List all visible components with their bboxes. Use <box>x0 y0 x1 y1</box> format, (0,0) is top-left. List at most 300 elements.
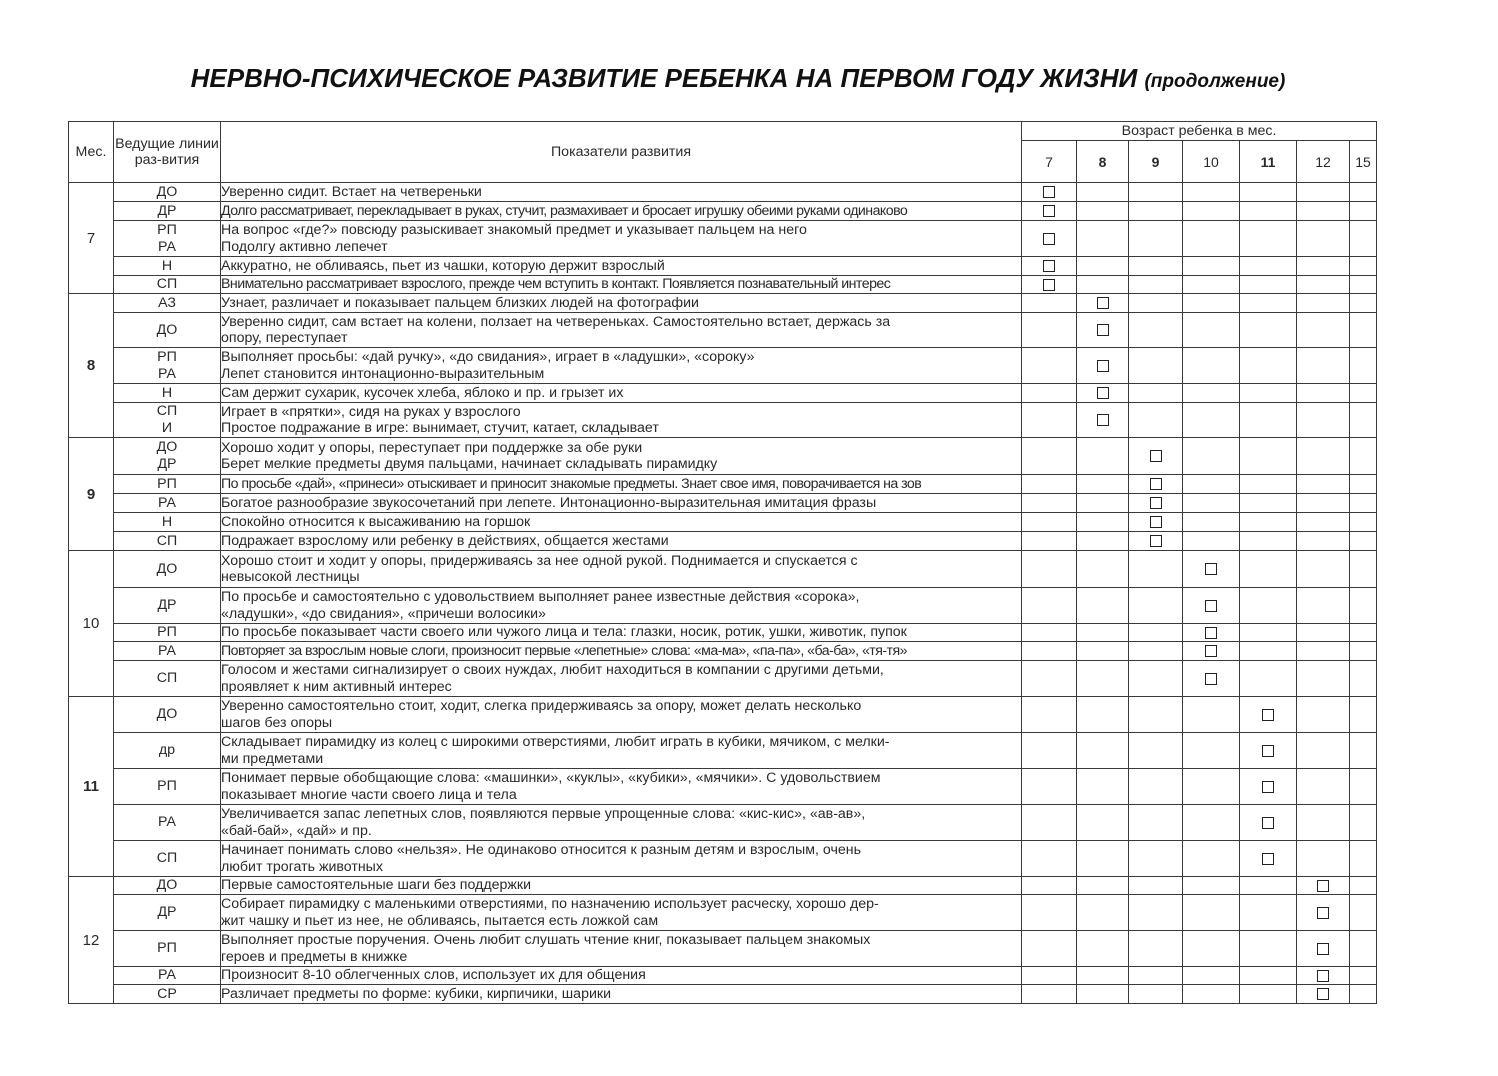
indicator-text <box>221 221 1022 257</box>
indicator-text <box>221 769 1022 805</box>
development-line <box>114 294 221 313</box>
indicator-text <box>221 967 1022 985</box>
table-row <box>69 697 1377 733</box>
age-cell <box>1183 513 1240 532</box>
indicator-line: Хорошо стоит и ходит у опоры, придерживаясь за нее одной рукой. Поднимается и спускается с <box>221 552 858 569</box>
age-cell <box>1022 895 1077 931</box>
age-cell <box>1297 475 1350 494</box>
indicator-line: Уверенно сидит. Встает на четвереньки <box>221 183 482 200</box>
age-cell <box>1183 877 1240 895</box>
indicator-line: любит трогать животных <box>221 858 383 875</box>
age-cell <box>1350 384 1377 403</box>
age-cell <box>1129 551 1183 588</box>
age-cell <box>1183 438 1240 475</box>
line-code: ДО <box>156 183 178 200</box>
line-code: СП <box>156 276 178 292</box>
line-code: ДР <box>157 456 177 472</box>
table-row <box>69 967 1377 985</box>
checkbox[interactable] <box>1262 853 1274 865</box>
age-cell <box>1129 384 1183 403</box>
age-cell <box>1129 183 1183 202</box>
age-cell <box>1297 697 1350 733</box>
age-cell <box>1183 475 1240 494</box>
checkbox[interactable] <box>1150 478 1162 490</box>
age-cell <box>1022 384 1077 403</box>
line-code: ДО <box>156 877 178 893</box>
table-row <box>69 475 1377 494</box>
age-cell <box>1240 313 1297 348</box>
line-code: СР <box>157 985 177 1002</box>
age-cell <box>1240 733 1297 769</box>
age-cell <box>1297 769 1350 805</box>
age-col-12: 12 <box>1297 141 1350 183</box>
age-cell <box>1077 931 1129 967</box>
age-cell <box>1183 384 1240 403</box>
age-cell <box>1022 642 1077 661</box>
age-cell <box>1297 624 1350 642</box>
table-row <box>69 532 1377 551</box>
indicator-text <box>221 202 1022 221</box>
indicator-text <box>221 588 1022 624</box>
age-cell <box>1183 841 1240 877</box>
age-cell <box>1129 697 1183 733</box>
table-row <box>69 183 1377 202</box>
development-line <box>114 733 221 769</box>
age-cell <box>1297 985 1350 1004</box>
age-cell <box>1240 697 1297 733</box>
age-cell <box>1240 532 1297 551</box>
development-line <box>114 588 221 624</box>
age-cell <box>1350 221 1377 257</box>
indicator-line: Лепет становится интонационно-выразительным <box>221 365 545 382</box>
indicator-text <box>221 532 1022 551</box>
age-cell <box>1183 985 1240 1004</box>
indicator-text <box>221 183 1022 202</box>
page-title <box>0 63 1476 94</box>
age-cell <box>1350 805 1377 841</box>
age-cell <box>1240 475 1297 494</box>
age-cell <box>1350 475 1377 494</box>
development-line <box>114 805 221 841</box>
line-code: И <box>161 420 173 436</box>
indicator-line: Подражает взрослому или ребенку в действиях, общается жестами <box>221 532 669 549</box>
line-code: ДО <box>156 560 178 577</box>
age-cell <box>1350 494 1377 513</box>
age-cell <box>1350 348 1377 384</box>
indicator-line: Долго рассматривает, перекладывает в руках, стучит, размахивает и бросает игрушку обеими руками одинаково <box>221 202 908 219</box>
age-cell <box>1022 276 1077 294</box>
checkbox[interactable] <box>1317 943 1329 955</box>
age-cell <box>1240 257 1297 276</box>
age-cell <box>1022 733 1077 769</box>
age-cell <box>1077 967 1129 985</box>
age-cell <box>1350 697 1377 733</box>
age-cell <box>1183 697 1240 733</box>
age-cell <box>1183 551 1240 588</box>
age-cell <box>1350 588 1377 624</box>
line-code: АЗ <box>158 294 176 311</box>
age-col-9: 9 <box>1129 141 1183 183</box>
age-cell <box>1350 624 1377 642</box>
checkbox[interactable] <box>1205 645 1217 657</box>
checkbox[interactable] <box>1317 880 1329 892</box>
age-cell <box>1240 769 1297 805</box>
indicator-text <box>221 841 1022 877</box>
age-cell <box>1022 877 1077 895</box>
indicator-line: Произносит 8-10 облегченных слов, использует их для общения <box>221 967 646 984</box>
age-cell <box>1297 877 1350 895</box>
age-col-8: 8 <box>1077 141 1129 183</box>
age-cell <box>1240 588 1297 624</box>
checkbox[interactable] <box>1097 414 1109 426</box>
indicator-line: Складывает пирамидку из колец с широкими отверстиями, любит играть в кубики, мячиком, с мелки- <box>221 734 890 751</box>
age-cell <box>1022 202 1077 221</box>
development-line <box>114 494 221 513</box>
age-cell <box>1022 494 1077 513</box>
age-cell <box>1077 202 1129 221</box>
age-cell <box>1350 895 1377 931</box>
age-cell <box>1240 967 1297 985</box>
age-cell <box>1077 661 1129 697</box>
age-cell <box>1129 257 1183 276</box>
indicator-line: Различает предметы по форме: кубики, кирпичики, шарики <box>221 985 612 1002</box>
checkbox[interactable] <box>1205 673 1217 685</box>
line-code: РА <box>158 365 176 382</box>
age-cell <box>1129 438 1183 475</box>
indicator-text <box>221 475 1022 494</box>
checkbox[interactable] <box>1262 817 1274 829</box>
indicator-text <box>221 403 1022 438</box>
age-cell <box>1350 513 1377 532</box>
age-cell <box>1297 642 1350 661</box>
age-cell <box>1077 642 1129 661</box>
development-line <box>114 661 221 697</box>
line-code: РА <box>158 238 176 255</box>
development-line <box>114 475 221 494</box>
age-col-7: 7 <box>1022 141 1077 183</box>
indicator-line: шагов без опоры <box>221 714 333 731</box>
line-code: ДО <box>156 706 178 722</box>
indicator-line: Спокойно относится к высаживанию на горшок <box>221 513 531 530</box>
indicator-line: По просьбе и самостоятельно с удовольствием выполняет ранее известные действия «сорока», <box>221 589 860 606</box>
age-cell <box>1077 475 1129 494</box>
age-cell <box>1022 697 1077 733</box>
checkbox[interactable] <box>1317 970 1329 982</box>
indicator-line: Хорошо ходит у опоры, переступает при поддержке за обе руки <box>221 439 643 456</box>
table-row <box>69 733 1377 769</box>
month-label: 12 <box>69 877 114 1004</box>
age-cell <box>1183 642 1240 661</box>
checkbox[interactable] <box>1097 297 1109 309</box>
indicator-line: «бай-бай», «дай» и пр. <box>221 822 372 839</box>
age-cell <box>1297 733 1350 769</box>
age-cell <box>1240 221 1297 257</box>
checkbox[interactable] <box>1043 260 1055 272</box>
month-label: 7 <box>69 183 114 294</box>
indicator-text <box>221 733 1022 769</box>
line-code: РП <box>157 624 177 640</box>
development-line <box>114 967 221 985</box>
month-label: 10 <box>69 551 114 697</box>
table-row <box>69 294 1377 313</box>
table-row <box>69 841 1377 877</box>
age-cell <box>1350 403 1377 438</box>
development-line <box>114 931 221 967</box>
development-line <box>114 313 221 348</box>
age-cell <box>1240 348 1297 384</box>
age-cell <box>1297 202 1350 221</box>
age-cell <box>1350 438 1377 475</box>
indicator-text <box>221 642 1022 661</box>
age-cell <box>1129 513 1183 532</box>
age-cell <box>1240 661 1297 697</box>
age-cell <box>1297 276 1350 294</box>
age-cell <box>1183 403 1240 438</box>
age-cell <box>1240 805 1297 841</box>
age-cell <box>1297 348 1350 384</box>
age-cell <box>1183 532 1240 551</box>
table-row <box>69 221 1377 257</box>
development-line <box>114 348 221 384</box>
table-row <box>69 384 1377 403</box>
indicator-line: Начинает понимать слово «нельзя». Не одинаково относится к разным детям и взрослым, очень <box>221 842 861 859</box>
development-line <box>114 841 221 877</box>
table-row <box>69 661 1377 697</box>
development-line <box>114 384 221 403</box>
age-cell <box>1022 841 1077 877</box>
age-cell <box>1183 931 1240 967</box>
age-cell <box>1022 183 1077 202</box>
development-line <box>114 202 221 221</box>
age-cell <box>1022 513 1077 532</box>
indicator-line: Уверенно самостоятельно стоит, ходит, слегка придерживаясь за опору, может делать несколько <box>221 698 862 715</box>
age-cell <box>1077 257 1129 276</box>
indicator-text <box>221 697 1022 733</box>
indicator-text <box>221 931 1022 967</box>
age-cell <box>1240 384 1297 403</box>
age-cell <box>1022 438 1077 475</box>
indicator-line: ми предметами <box>221 750 324 767</box>
development-line <box>114 183 221 202</box>
age-cell <box>1077 841 1129 877</box>
checkbox[interactable] <box>1097 324 1109 336</box>
checkbox[interactable] <box>1043 186 1055 198</box>
development-line <box>114 895 221 931</box>
age-cell <box>1077 438 1129 475</box>
age-cell <box>1240 895 1297 931</box>
table-row <box>69 624 1377 642</box>
age-cell <box>1129 494 1183 513</box>
age-cell <box>1240 877 1297 895</box>
age-cell <box>1240 624 1297 642</box>
line-code: ДР <box>157 597 177 613</box>
age-cell <box>1022 221 1077 257</box>
table-row <box>69 276 1377 294</box>
indicator-text <box>221 513 1022 532</box>
checkbox[interactable] <box>1150 450 1162 462</box>
checkbox[interactable] <box>1150 535 1162 547</box>
checkbox[interactable] <box>1097 360 1109 372</box>
age-cell <box>1077 551 1129 588</box>
age-cell <box>1129 202 1183 221</box>
table-row <box>69 642 1377 661</box>
age-cell <box>1183 769 1240 805</box>
age-cell <box>1350 931 1377 967</box>
development-line <box>114 532 221 551</box>
indicator-line: Подолгу активно лепечет <box>221 238 388 255</box>
checkbox[interactable] <box>1043 233 1055 245</box>
age-cell <box>1077 494 1129 513</box>
checkbox[interactable] <box>1150 516 1162 528</box>
age-cell <box>1350 532 1377 551</box>
age-cell <box>1297 532 1350 551</box>
development-line <box>114 513 221 532</box>
age-cell <box>1350 769 1377 805</box>
title-subtitle: (продолжение) <box>1144 71 1286 92</box>
indicator-line: На вопрос «где?» повсюду разыскивает знакомый предмет и указывает пальцем на него <box>221 222 807 239</box>
age-cell <box>1183 967 1240 985</box>
age-cell <box>1022 294 1077 313</box>
age-cell <box>1129 475 1183 494</box>
age-cell <box>1129 661 1183 697</box>
lines-header: Ведущие линии раз-вития <box>114 122 221 183</box>
checkbox[interactable] <box>1150 497 1162 509</box>
line-code: СП <box>156 532 178 549</box>
age-cell <box>1077 294 1129 313</box>
checkbox[interactable] <box>1317 907 1329 919</box>
indicator-text <box>221 384 1022 403</box>
indicator-text <box>221 985 1022 1004</box>
indicator-text <box>221 348 1022 384</box>
line-code: СП <box>156 403 178 419</box>
development-line <box>114 985 221 1004</box>
age-cell <box>1022 985 1077 1004</box>
age-cell <box>1077 532 1129 551</box>
table-row <box>69 257 1377 276</box>
age-cell <box>1183 895 1240 931</box>
indicator-line: Собирает пирамидку с маленькими отверстиями, по назначению использует расческу, хорошо дер- <box>221 896 879 913</box>
age-cell <box>1240 403 1297 438</box>
age-cell <box>1350 202 1377 221</box>
table-row <box>69 202 1377 221</box>
line-code: РА <box>158 494 176 511</box>
age-cell <box>1077 513 1129 532</box>
table-row <box>69 348 1377 384</box>
age-cell <box>1183 348 1240 384</box>
indicator-line: Аккуратно, не обливаясь, пьет из чашки, которую держит взрослый <box>221 257 665 274</box>
indicator-text <box>221 805 1022 841</box>
line-code: РП <box>157 778 177 794</box>
indicator-line: героев и предметы в книжке <box>221 948 408 965</box>
age-cell <box>1297 841 1350 877</box>
age-cell <box>1297 313 1350 348</box>
age-cell <box>1297 513 1350 532</box>
age-cell <box>1350 642 1377 661</box>
indicator-text <box>221 624 1022 642</box>
age-col-15: 15 <box>1350 141 1377 183</box>
checkbox[interactable] <box>1317 988 1329 1000</box>
age-cell <box>1129 403 1183 438</box>
age-cell <box>1350 841 1377 877</box>
checkbox[interactable] <box>1043 279 1055 291</box>
age-cell <box>1240 183 1297 202</box>
development-line <box>114 697 221 733</box>
age-cell <box>1077 985 1129 1004</box>
age-cell <box>1350 733 1377 769</box>
age-cell <box>1183 276 1240 294</box>
age-cell <box>1297 494 1350 513</box>
table-row <box>69 494 1377 513</box>
checkbox[interactable] <box>1205 563 1217 575</box>
line-code: РП <box>157 348 177 365</box>
indicator-text <box>221 895 1022 931</box>
age-cell <box>1240 276 1297 294</box>
line-code: РП <box>157 475 177 492</box>
age-cell <box>1077 313 1129 348</box>
age-cell <box>1350 294 1377 313</box>
development-line <box>114 877 221 895</box>
checkbox[interactable] <box>1262 781 1274 793</box>
indicator-line: Внимательно рассматривает взрослого, прежде чем вступить в контакт. Появляется познавательный интерес <box>221 276 891 293</box>
age-cell <box>1297 384 1350 403</box>
age-cell <box>1297 403 1350 438</box>
age-header: Возраст ребенка в мес. <box>1022 122 1377 141</box>
age-cell <box>1077 403 1129 438</box>
age-cell <box>1129 805 1183 841</box>
age-cell <box>1022 588 1077 624</box>
indicator-text <box>221 551 1022 588</box>
age-cell <box>1297 438 1350 475</box>
indicator-text <box>221 257 1022 276</box>
indicators-header: Показатели развития <box>221 122 1022 183</box>
indicator-line: Играет в «прятки», сидя на руках у взрослого <box>221 403 521 420</box>
age-cell <box>1077 895 1129 931</box>
checkbox[interactable] <box>1262 709 1274 721</box>
indicator-line: По просьбе «дай», «принеси» отыскивает и приносит знакомые предметы. Знает свое имя, поворачивается на зов <box>221 475 922 492</box>
age-cell <box>1129 588 1183 624</box>
checkbox[interactable] <box>1205 600 1217 612</box>
indicator-line: Повторяет за взрослым новые слоги, произносит первые «лепетные» слова: «ма-ма», «па-па», «ба-ба», «тя-тя» <box>221 642 907 659</box>
checkbox[interactable] <box>1205 627 1217 639</box>
checkbox[interactable] <box>1262 745 1274 757</box>
indicator-line: Простое подражание в игре: вынимает, стучит, катает, складывает <box>221 420 659 436</box>
age-cell <box>1297 967 1350 985</box>
age-cell <box>1240 642 1297 661</box>
line-code: РА <box>158 814 176 830</box>
age-cell <box>1022 624 1077 642</box>
age-cell <box>1297 588 1350 624</box>
age-cell <box>1183 733 1240 769</box>
age-cell <box>1077 733 1129 769</box>
age-cell <box>1129 624 1183 642</box>
checkbox[interactable] <box>1043 205 1055 217</box>
age-cell <box>1350 257 1377 276</box>
table-row <box>69 403 1377 438</box>
indicator-text <box>221 494 1022 513</box>
age-cell <box>1240 931 1297 967</box>
line-code: Н <box>161 513 173 530</box>
age-col-11: 11 <box>1240 141 1297 183</box>
checkbox[interactable] <box>1097 387 1109 399</box>
age-cell <box>1350 661 1377 697</box>
indicator-text <box>221 438 1022 475</box>
age-cell <box>1022 532 1077 551</box>
age-cell <box>1129 313 1183 348</box>
line-code: РА <box>158 967 176 983</box>
age-cell <box>1350 985 1377 1004</box>
age-cell <box>1240 202 1297 221</box>
indicator-line: показывает многие части своего лица и тела <box>221 786 517 803</box>
